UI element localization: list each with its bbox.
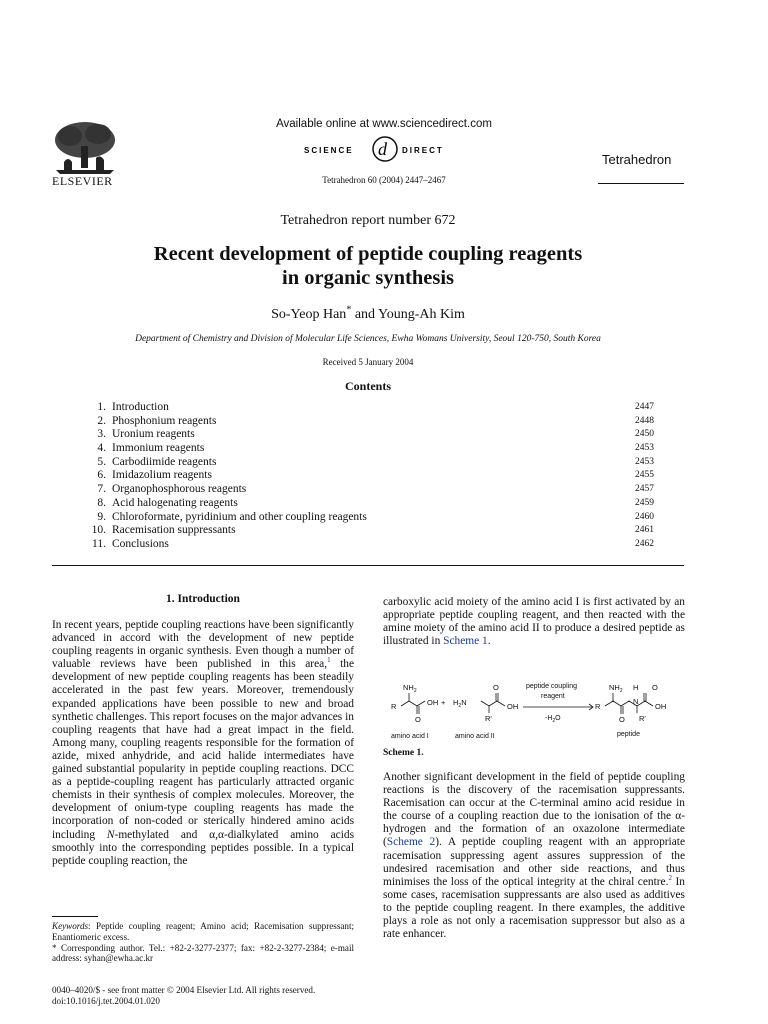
ref-link-1[interactable]: 1 [327, 656, 331, 665]
corresponding-mark[interactable]: * [346, 304, 352, 316]
toc-num: 6. [97, 469, 106, 482]
journal-rule [598, 183, 684, 184]
keywords: Keywords: Peptide coupling reagent; Amino acid; Racemisation suppressant; Enantiomeric excess. [52, 921, 354, 942]
svg-text:NH2: $NH_2$ [609, 683, 623, 694]
copyright-block [52, 985, 315, 1007]
svg-text:amino acid II: amino acid II [455, 733, 495, 740]
svg-text:R: R [391, 702, 397, 711]
corresponding-author: * Corresponding author. Tel.: +82-2-3277-2377; fax: +82-2-3277-2384; e-mail address: syhan@ewha.ac.kr [52, 942, 354, 964]
ref-link-2[interactable]: 2 [668, 873, 672, 882]
svg-text:OH: OH [427, 698, 439, 707]
toc-title: Phosphonium reagents [112, 414, 217, 427]
toc-entry[interactable] [78, 483, 654, 497]
table-of-contents [78, 401, 654, 552]
toc-title: Organophosphorous reagents [112, 483, 247, 496]
report-number: Tetrahedron report number 672 [280, 213, 456, 228]
scheme-1-diagram [383, 676, 685, 742]
toc-title: Chloroformate, pyridinium and other coupling reagents [112, 510, 367, 523]
toc-entry[interactable] [78, 511, 654, 525]
toc-title: Immonium reagents [112, 442, 205, 455]
toc-entry[interactable] [78, 401, 654, 415]
toc-num: 11. [92, 537, 106, 550]
toc-title: Conclusions [112, 537, 169, 550]
toc-entry[interactable] [78, 415, 654, 429]
sd-left-text: SCIENCE [304, 146, 354, 155]
scheme-1-link[interactable]: Scheme 1 [443, 635, 488, 648]
svg-text:H: H [633, 683, 639, 692]
toc-title: Introduction [112, 401, 169, 413]
received-date: Received 5 January 2004 [322, 357, 414, 367]
toc-page: 2448 [635, 415, 654, 426]
toc-entry[interactable] [78, 497, 654, 511]
publisher-name: ELSEVIER [52, 174, 113, 188]
sd-right-text: DIRECT [402, 146, 444, 155]
title-line-1: Recent development of peptide coupling reagents [153, 243, 583, 265]
toc-title: Carbodiimide reagents [112, 455, 217, 468]
svg-text:R: R [595, 702, 601, 711]
svg-text:R': R' [485, 714, 492, 723]
svg-text:d: d [378, 139, 387, 159]
right-paragraph-2: Another significant development in the field of peptide coupling reactions is the discovery of the racemisation suppressants. Racemisation can occur at the C-terminal amino acid residue in the course of a coupling reaction due to the ionisation of the α-hydrogen and the formation of an oxazolone intermediate (Scheme 2). A peptide coupling reagent with an appropriate racemisation suppressing agent assures suppression of the undesired racemisation and other side reactions, and thus minimises the loss of the optical integrity at the chiral centre.$^2$ In some cases, racemisation suppressants are also used as additives to the peptide coupling reagent. In there examples, the additive plays a role as not only a racemisation suppressor but also as a rate enhancer. [383, 771, 685, 941]
svg-text:R': R' [639, 714, 646, 723]
toc-entry[interactable] [78, 456, 654, 470]
toc-num: 4. [97, 442, 106, 455]
toc-title: Uronium reagents [112, 428, 195, 441]
scheme-1-caption: Scheme 1. [383, 748, 424, 758]
svg-text:OH: OH [507, 702, 519, 711]
toc-page: 2447 [635, 402, 654, 412]
contents-divider [52, 565, 684, 566]
affiliation: Department of Chemistry and Division of Molecular Life Sciences, Ewha Womans University, Seoul 120-750, South Korea [135, 334, 601, 344]
svg-text:H2N: $H_2N$ [453, 698, 467, 709]
toc-page: 2453 [635, 456, 654, 467]
doi[interactable]: doi:10.1016/j.tet.2004.01.020 [52, 996, 160, 1006]
article-title [100, 242, 636, 290]
toc-num: 5. [97, 455, 106, 468]
available-online-link[interactable]: Available online at www.sciencedirect.com [276, 118, 492, 130]
svg-text:reagent: reagent [541, 693, 565, 700]
toc-num: 1. [97, 401, 106, 413]
toc-page: 2450 [635, 429, 654, 440]
toc-num: 7. [97, 483, 106, 496]
authors [0, 304, 736, 323]
toc-num: 2. [97, 414, 106, 427]
toc-entry[interactable] [78, 538, 654, 552]
toc-num: 8. [97, 496, 106, 509]
toc-page: 2462 [635, 538, 654, 549]
toc-page: 2457 [635, 484, 654, 495]
toc-entry[interactable] [78, 442, 654, 456]
contents-heading: Contents [344, 379, 391, 393]
scheme-2-link[interactable]: Scheme 2 [386, 836, 436, 849]
svg-text:-H2O: $-H_2O$ [545, 715, 561, 724]
toc-entry[interactable] [78, 524, 654, 538]
journal-name: Tetrahedron [602, 152, 672, 167]
author-2: and Young-Ah Kim [351, 307, 465, 322]
svg-text:O: O [493, 683, 499, 692]
toc-entry[interactable] [78, 428, 654, 442]
svg-text:+: + [441, 698, 446, 707]
toc-page: 2459 [635, 497, 654, 508]
right-paragraph-1: carboxylic acid moiety of the amino acid I is first activated by an appropriate peptide coupling reagent, and then reacted with the amine moiety of the amino acid II to produce a desired peptide as illustrated in Scheme 1. [383, 596, 685, 648]
svg-text:peptide: peptide [617, 731, 640, 738]
toc-num: 3. [97, 428, 106, 441]
toc-title: Imidazolium reagents [112, 469, 212, 482]
svg-text:O: O [415, 715, 421, 724]
svg-text:OH: OH [655, 702, 667, 711]
sciencedirect-logo [300, 134, 470, 164]
intro-paragraph: In recent years, peptide coupling reactions have been significantly advanced in accord with the development of new peptide coupling reagents in organic synthesis. Even though a number of valuable reviews have been published in this area,$^1$ the development of new peptide coupling reagents has been steadily accelerated in the past few years. Moreover, tremendously expanded applications have been possible to new and broad synthetic challenges. This report focuses on the major advances in coupling reagents that have had a great impact in the field. Among many, coupling reagents responsible for the formation of azide, mixed anhydride, and acid halide intermediates have gained substantial popularity in peptide coupling reactions. DCC as a peptide-coupling reagent has particularly attracted organic chemists in their synthesis of complex molecules. Moreover, the development of onium-type coupling reagents has made the incorporation of non-coded or sterically hindered amino acids including N-methylated and α,α-dialkylated amino acids smoothly into the corresponding peptides possible. In a typical peptide coupling reaction, the [52, 619, 355, 867]
front-matter: 0040–4020/$ - see front matter © 2004 Elsevier Ltd. All rights reserved. [52, 985, 316, 995]
svg-text:O: O [619, 715, 625, 724]
toc-num: 10. [91, 524, 106, 537]
toc-page: 2455 [635, 470, 654, 481]
toc-num: 9. [97, 510, 106, 523]
journal-citation: Tetrahedron 60 (2004) 2447–2467 [322, 175, 446, 185]
svg-text:O: O [652, 683, 658, 692]
toc-page: 2461 [635, 525, 654, 536]
svg-text:amino acid I: amino acid I [391, 733, 429, 740]
title-line-2: in organic synthesis [282, 267, 454, 289]
svg-text:N: N [633, 697, 639, 706]
section-heading-introduction: 1. Introduction [166, 593, 240, 605]
toc-title: Acid halogenating reagents [112, 496, 238, 509]
footnote-rule [52, 916, 98, 917]
author-1: So-Yeop Han [271, 307, 347, 322]
toc-entry[interactable] [78, 469, 654, 483]
svg-text:NH2: $NH_2$ [403, 683, 417, 694]
toc-title: Racemisation suppressants [112, 524, 236, 537]
svg-text:peptide coupling: peptide coupling [526, 683, 577, 690]
footnotes [52, 921, 354, 964]
toc-page: 2453 [635, 443, 654, 454]
toc-page: 2460 [635, 511, 654, 522]
